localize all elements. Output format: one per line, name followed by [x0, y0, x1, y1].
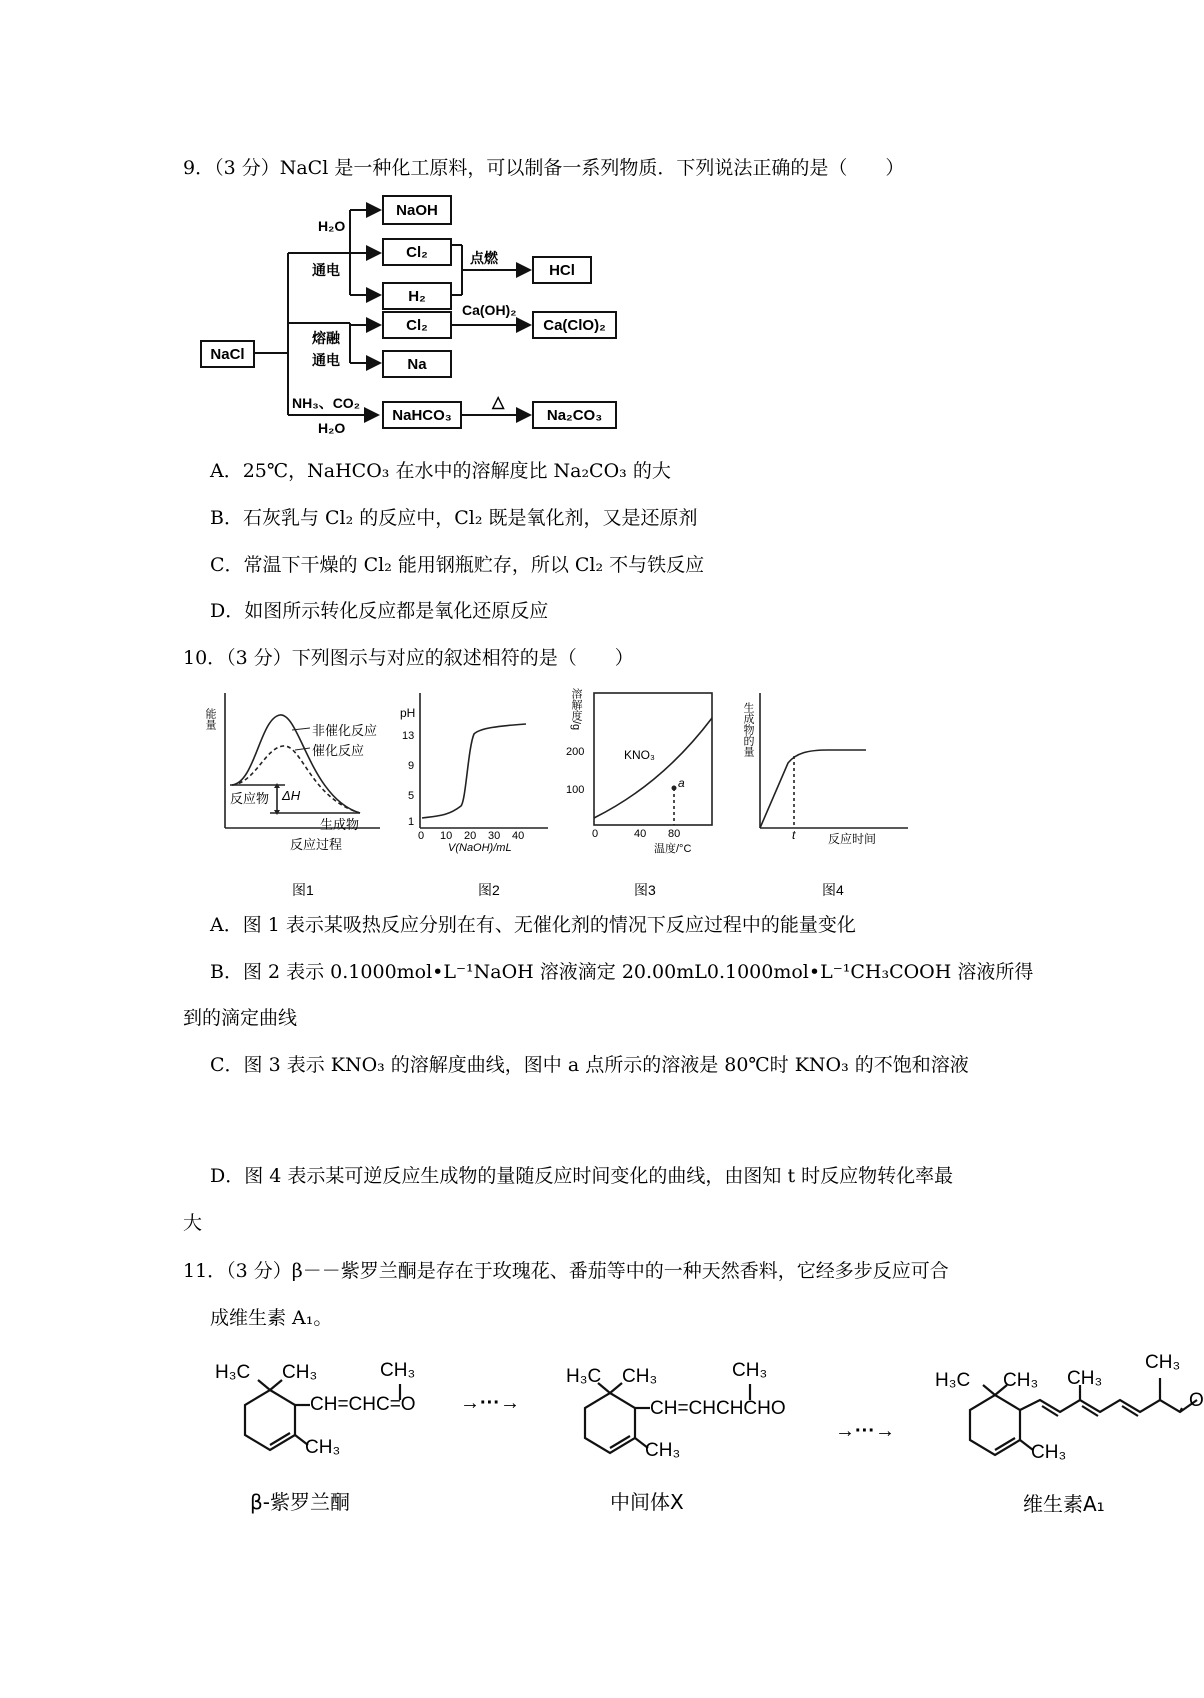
- q9-diagram: [200, 190, 640, 450]
- h2-box: H₂: [382, 282, 452, 310]
- fig4-xlabel: 反应时间: [828, 832, 877, 846]
- q9-option-a: A．25℃，NaHCO₃ 在水中的溶解度比 Na₂CO₃ 的大: [210, 460, 671, 482]
- fig1-product-label: 生成物: [320, 817, 360, 832]
- fig4-caption: 图4: [822, 882, 844, 898]
- intermediate-x-ring: [560, 1358, 840, 1518]
- fig2-xtick-0: 0: [418, 830, 425, 842]
- label-caoh2: Ca(OH)₂: [462, 302, 517, 318]
- q11-stem-line1: 11．（3 分）β－－紫罗兰酮是存在于玫瑰花、番茄等中的一种天然香料，它经多步反应可合: [183, 1260, 949, 1282]
- fig3-caption: 图3: [634, 882, 656, 898]
- fig1-curve2-label: 催化反应: [312, 743, 365, 758]
- intermediate-x-h3c: H₃C: [566, 1366, 602, 1387]
- cl2-box-a: Cl₂: [382, 238, 452, 266]
- fig4-ylabel: 生成物的量: [742, 702, 754, 757]
- vitamin-a1-ch3-a: CH₃: [1003, 1370, 1039, 1391]
- q9-option-c: C．常温下干燥的 Cl₂ 能用钢瓶贮存，所以 Cl₂ 不与铁反应: [210, 554, 705, 576]
- nacl-box: NaCl: [200, 340, 255, 368]
- fig2-xtick-20: 20: [464, 830, 477, 842]
- hcl-box: HCl: [532, 256, 592, 284]
- label-h2o-bottom: H₂O: [318, 420, 346, 436]
- fig1: [204, 688, 380, 858]
- q10-option-c: C．图 3 表示 KNO₃ 的溶解度曲线，图中 a 点所示的溶液是 80℃时 KNO₃ 的不饱和溶液: [210, 1054, 969, 1076]
- fig2-xtick-40: 40: [512, 830, 525, 842]
- fig2-xtick-10: 10: [440, 830, 453, 842]
- intermediate-x-ch3-c: CH₃: [645, 1440, 681, 1461]
- naoh-box: NaOH: [382, 195, 452, 225]
- q9-stem: 9．（3 分）NaCl 是一种化工原料，可以制备一系列物质．下列说法正确的是（ ）: [183, 157, 905, 179]
- fig3-ylabel: 溶解度/g: [570, 688, 582, 731]
- beta-ionone-name: β-紫罗兰酮: [250, 1490, 350, 1514]
- label-tongdian-top: 通电: [312, 262, 340, 278]
- fig3-ytick-100: 100: [566, 784, 585, 796]
- vitamin-a1-name: 维生素A₁: [1023, 1492, 1105, 1516]
- arrow-1: →···→: [460, 1392, 520, 1414]
- fig2-ytick-5: 5: [408, 790, 415, 802]
- q9-option-d: D．如图所示转化反应都是氧化还原反应: [210, 600, 549, 622]
- fig3-series-label: KNO₃: [624, 748, 655, 762]
- intermediate-x-name: 中间体X: [610, 1490, 684, 1514]
- fig3-xtick-0: 0: [592, 828, 599, 840]
- fig1-curve1-label: 非催化反应: [312, 723, 378, 738]
- q11-stem-line2: 成维生素 A₁。: [210, 1307, 333, 1329]
- arrow-2: →···→: [835, 1420, 895, 1442]
- label-delta: △: [492, 394, 505, 411]
- na2co3-box: Na₂CO₃: [532, 401, 617, 429]
- beta-ionone-h3c: H₃C: [215, 1362, 251, 1383]
- fig2-ytick-1: 1: [408, 816, 415, 828]
- fig2-xtick-30: 30: [488, 830, 501, 842]
- fig4: [742, 688, 918, 858]
- fig3-xtick-40: 40: [634, 828, 647, 840]
- fig2-ytick-9: 9: [408, 760, 415, 772]
- fig3: [566, 688, 724, 858]
- label-dianran: 点燃: [470, 250, 498, 266]
- intermediate-x-ch3-a: CH₃: [622, 1366, 658, 1387]
- fig3-ytick-200: 200: [566, 746, 585, 758]
- q10-option-d-line1: D．图 4 表示某可逆反应生成物的量随反应时间变化的曲线，由图知 t 时反应物转化率最: [210, 1165, 954, 1187]
- beta-ionone-ch3-a: CH₃: [282, 1362, 318, 1383]
- fig1-reactant-label: 反应物: [230, 791, 270, 806]
- vitamin-a1-ch3-b: CH₃: [1031, 1442, 1067, 1463]
- beta-ionone-ch3-top: CH₃: [380, 1360, 416, 1381]
- beta-ionone-chain: CH=CHC=O: [310, 1394, 416, 1415]
- fig1-ylabel: 能量: [204, 708, 216, 730]
- fig2: [398, 688, 558, 858]
- fig1-caption: 图1: [292, 882, 314, 898]
- fig3-xtick-80: 80: [668, 828, 681, 840]
- q10-option-d-line2: 大: [183, 1212, 203, 1234]
- fig2-xlabel: V(NaOH)/mL: [448, 842, 512, 854]
- label-tongdian-mid: 通电: [312, 352, 340, 368]
- cl2-box-b: Cl₂: [382, 311, 452, 339]
- q10-stem: 10．（3 分）下列图示与对应的叙述相符的是（ ）: [183, 647, 634, 669]
- vitamin-a1-ch3-c: CH₃: [1067, 1368, 1103, 1389]
- q10-option-b-line1: B．图 2 表示 0.1000mol•L⁻¹NaOH 溶液滴定 20.00mL0.1000mol•L⁻¹CH₃COOH 溶液所得: [210, 961, 1034, 983]
- label-h2o-top: H₂O: [318, 218, 346, 234]
- fig1-xlabel: 反应过程: [290, 837, 343, 852]
- fig2-ylabel: pH: [400, 706, 416, 720]
- q10-option-b-line2: 到的滴定曲线: [183, 1007, 298, 1029]
- molecule-vitamin-a1: [935, 1350, 1204, 1520]
- label-ronrong: 熔融: [312, 330, 340, 346]
- intermediate-x-chain: CH=CHCHCHO: [650, 1398, 786, 1419]
- vitamin-a1-cutoff-o: O: [1189, 1390, 1204, 1411]
- q9-option-b: B．石灰乳与 Cl₂ 的反应中，Cl₂ 既是氧化剂，又是还原剂: [210, 507, 698, 529]
- fig2-caption: 图2: [478, 882, 500, 898]
- fig1-dh-label: ΔH: [282, 788, 301, 803]
- fig4-tick-t: t: [792, 828, 796, 842]
- caclo2-box: Ca(ClO)₂: [532, 311, 617, 339]
- vitamin-a1-h3c: H₃C: [935, 1370, 971, 1391]
- nahco3-box: NaHCO₃: [382, 401, 462, 429]
- q10-option-a: A．图 1 表示某吸热反应分别在有、无催化剂的情况下反应过程中的能量变化: [210, 914, 856, 936]
- fig3-point-label: a: [678, 776, 685, 790]
- intermediate-x-ch3-top: CH₃: [732, 1360, 768, 1381]
- vitamin-a1-ch3-d: CH₃: [1145, 1352, 1181, 1373]
- label-nh3-co2: NH₃、CO₂: [292, 395, 360, 411]
- fig2-ytick-13: 13: [402, 730, 415, 742]
- molecule-intermediate-x: [560, 1358, 840, 1518]
- beta-ionone-ch3-c: CH₃: [305, 1437, 341, 1458]
- fig3-xlabel: 温度/°C: [654, 843, 692, 855]
- molecule-beta-ionone: [210, 1360, 460, 1520]
- na-box: Na: [382, 350, 452, 378]
